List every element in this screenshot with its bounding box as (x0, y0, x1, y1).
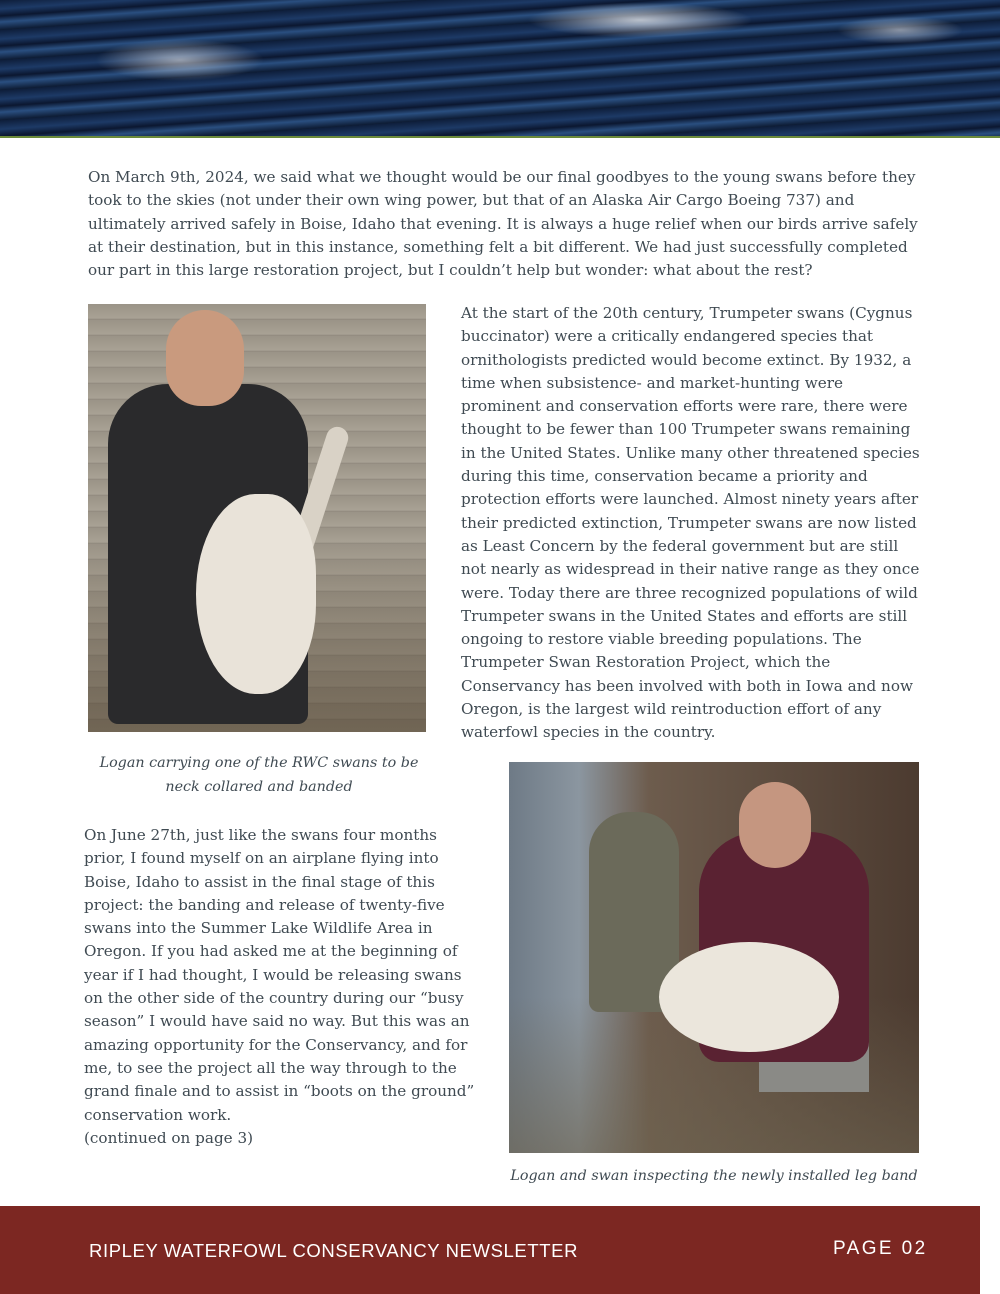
banner-divider (0, 136, 1000, 138)
photo-logan-carrying-swan (88, 304, 426, 732)
intro-paragraph: On March 9th, 2024, we said what we thought would be our final goodbyes to the young swans before they took to the skies (not under their own wing power, but that of an Alaska Air Cargo Boeing 737) and ultimately arrived safely in Boise, Idaho that evening. It is always a huge relief when our birds arrive safely at their destination, but in this instance, something felt a bit different. We had just successfully completed our part in this large restoration project, but I couldn’t help but wonder: what about the rest? (88, 168, 918, 280)
person-head (166, 310, 244, 406)
continued-note: (continued on page 3) (84, 1129, 254, 1147)
photo2-caption: Logan and swan inspecting the newly installed leg band (510, 1168, 918, 1184)
june-paragraph: On June 27th, just like the swans four months prior, I found myself on an airplane flying into Boise, Idaho to assist in the final stage of this project: the banding and release of twenty-five swans into the Summer Lake Wildlife Area in Oregon. If you had asked me at the beginning of year if I had thought, I would be releasing swans on the other side of the country during our “busy season” I would have said no way. But this was an amazing opportunity for the Conservancy, and for me, to see the project all the way through to the grand finale and to assist in “boots on the ground” conservation work. (84, 826, 475, 1124)
history-paragraph: At the start of the 20th century, Trumpeter swans (Cygnus buccinator) were a critically endangered species that ornithologists predicted would become extinct. By 1932, a time when subsistence- and market-hunting were prominent and conservation efforts were rare, there were thought to be fewer than 100 Trumpeter swans remaining in the United States. Unlike many other threatened species during this time, conservation became a priority and protection efforts were launched. Almost ninety years after their predicted extinction, Trumpeter swans are now listed as Least Concern by the federal government but are still not nearly as widespread in their native range as they once were. Today there are three recognized populations of wild Trumpeter swans in the United States and efforts are still ongoing to restore viable breeding populations. The Trumpeter Swan Restoration Project, which the Conservancy has been involved with both in Iowa and now Oregon, is the largest wild reintroduction effort of any waterfowl species in the country. (461, 304, 920, 742)
page-number: PAGE 02 (833, 1238, 928, 1259)
swan-figure (659, 942, 839, 1052)
photo-logan-inspecting-band (509, 762, 919, 1153)
newsletter-title: RIPLEY WATERFOWL CONSERVANCY NEWSLETTER (89, 1240, 579, 1261)
header-banner-image (0, 0, 1000, 136)
photo1-caption: Logan carrying one of the RWC swans to be neck collared and banded (99, 755, 419, 795)
person-head (739, 782, 811, 868)
swan-figure (196, 494, 316, 694)
